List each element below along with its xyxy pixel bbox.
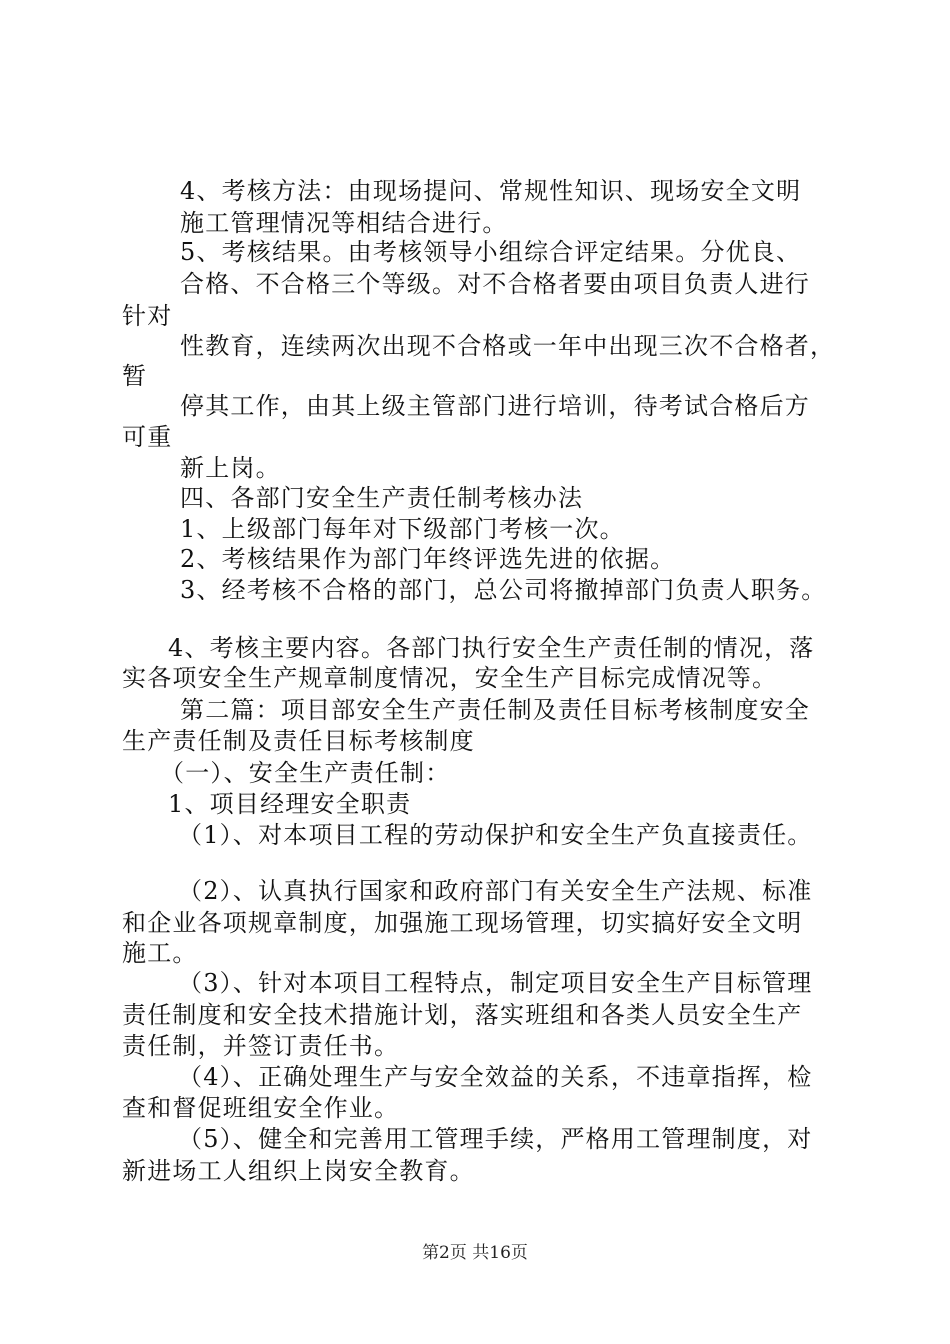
text-line: 4、考核主要内容。各部门执行安全生产责任制的情况，落	[168, 634, 815, 662]
text-line: 施工。	[122, 939, 198, 967]
text-line: 针对	[122, 302, 173, 330]
text-line: 4、考核方法：由现场提问、常规性知识、现场安全文明	[180, 177, 802, 205]
text-line: （4）、正确处理生产与安全效益的关系，不违章指挥，检	[178, 1063, 813, 1091]
text-line: 3、经考核不合格的部门，总公司将撤掉部门负责人职务。	[180, 576, 827, 604]
text-line: 施工管理情况等相结合进行。	[180, 209, 508, 237]
chapter-heading: 第二篇：项目部安全生产责任制及责任目标考核制度安全	[180, 696, 810, 724]
text-line: 2、考核结果作为部门年终评选先进的依据。	[180, 545, 676, 573]
section-heading: （一）、安全生产责任制：	[160, 759, 451, 787]
text-line: 5、考核结果。由考核领导小组综合评定结果。分优良、	[180, 238, 802, 266]
text-line: （1）、对本项目工程的劳动保护和安全生产负直接责任。	[178, 821, 813, 849]
section-heading: 四、各部门安全生产责任制考核办法	[180, 484, 584, 512]
text-line: 责任制度和安全技术措施计划，落实班组和各类人员安全生产	[122, 1001, 803, 1029]
text-line: 新上岗。	[180, 454, 281, 482]
text-line: 停其工作，由其上级主管部门进行培训，待考试合格后方	[180, 392, 810, 420]
text-line: 暂	[122, 362, 148, 390]
text-line: （5）、健全和完善用工管理手续，严格用工管理制度，对	[178, 1125, 813, 1153]
text-line: 1、上级部门每年对下级部门考核一次。	[180, 515, 625, 543]
text-line: 可重	[122, 423, 173, 451]
text-line: （3）、针对本项目工程特点，制定项目安全生产目标管理	[178, 969, 813, 997]
text-line: 责任制，并签订责任书。	[122, 1032, 400, 1060]
text-line: 性教育，连续两次出现不合格或一年中出现三次不合格者，	[180, 332, 836, 360]
text-line: 实各项安全生产规章制度情况，安全生产目标完成情况等。	[122, 664, 778, 692]
text-line: （2）、认真执行国家和政府部门有关安全生产法规、标准	[178, 877, 813, 905]
text-line: 合格、不合格三个等级。对不合格者要由项目负责人进行	[180, 270, 810, 298]
section-heading: 1、项目经理安全职责	[168, 790, 412, 818]
text-line: 查和督促班组安全作业。	[122, 1094, 400, 1122]
text-line: 和企业各项规章制度，加强施工现场管理，切实搞好安全文明	[122, 909, 803, 937]
text-line: 新进场工人组织上岗安全教育。	[122, 1157, 475, 1185]
chapter-heading: 生产责任制及责任目标考核制度	[122, 727, 475, 755]
page-number-footer: 第2页 共16页	[422, 1243, 528, 1263]
